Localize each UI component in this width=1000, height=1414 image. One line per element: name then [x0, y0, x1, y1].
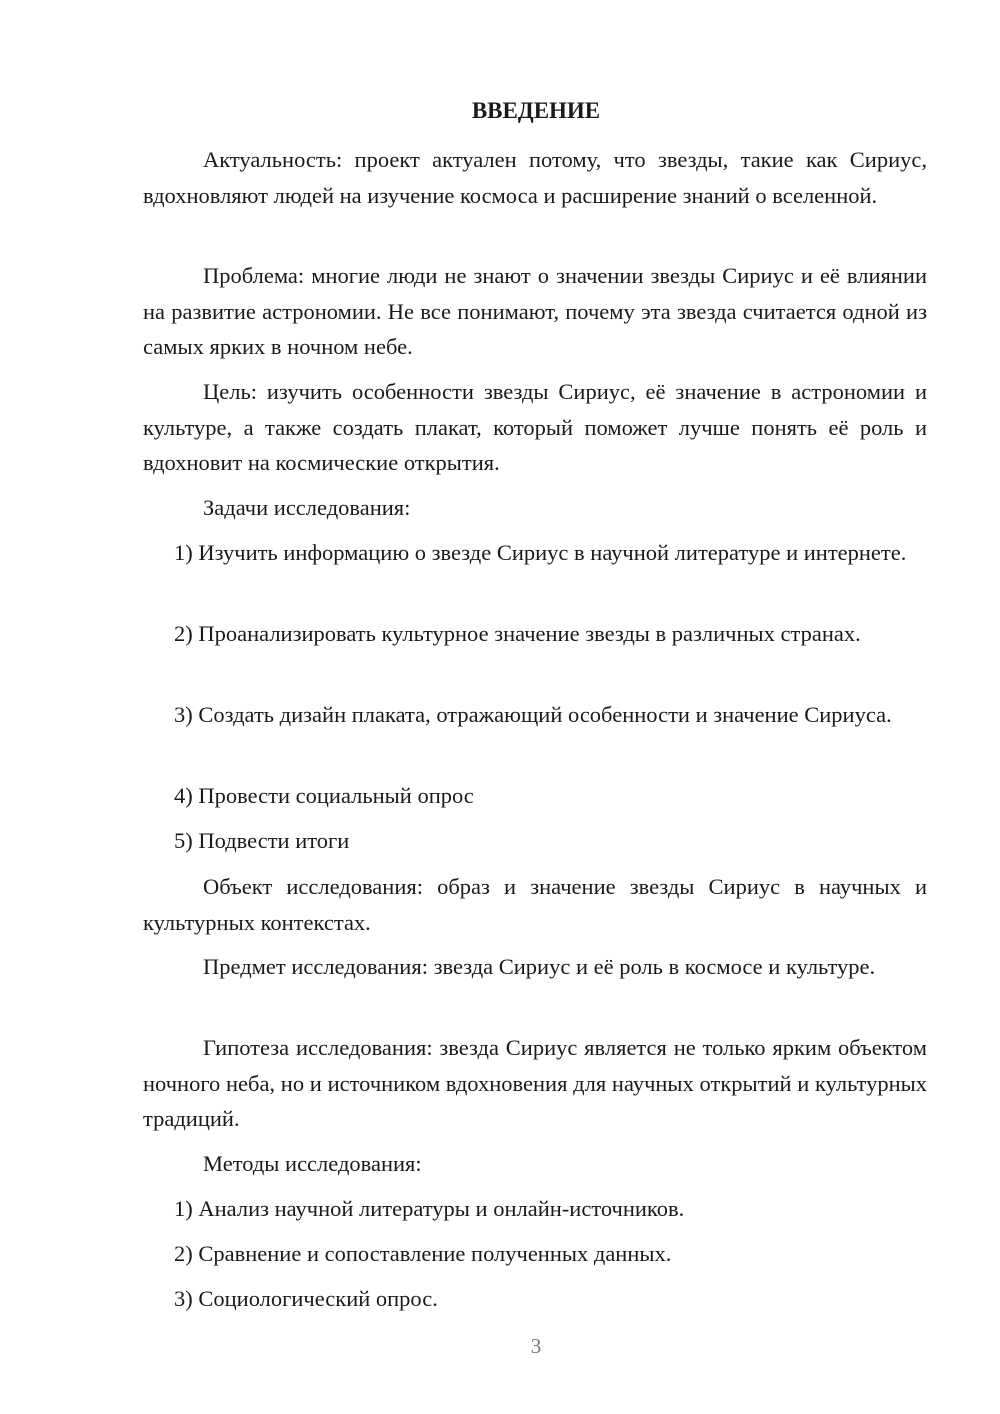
task-item: 1) Изучить информацию о звезде Сириус в научной литературе и интернете.	[174, 540, 907, 565]
hypothesis-paragraph: Гипотеза исследования: звезда Сириус является не только ярким объектом ночного неба, но и источником вдохновения для научных открытий и культурных традиций.	[143, 1035, 927, 1131]
goal-paragraph: Цель: изучить особенности звезды Сириус, её значение в астрономии и культуре, а также создать плакат, который поможет лучше понять её роль и вдохновит на космические открытия.	[143, 379, 927, 475]
method-item: 2) Сравнение и сопоставление полученных данных.	[174, 1241, 672, 1266]
task-item: 3) Создать дизайн плаката, отражающий особенности и значение Сириуса.	[174, 702, 892, 727]
task-item: 5) Подвести итоги	[174, 828, 350, 853]
page-title: ВВЕДЕНИЕ	[471, 98, 601, 123]
task-item: 2) Проанализировать культурное значение звезды в различных странах.	[174, 621, 861, 646]
problem-paragraph: Проблема: многие люди не знают о значении звезды Сириус и её влиянии на развитие астрономии. Не все понимают, почему эта звезда считается одной из самых ярких в ночном небе.	[143, 263, 927, 359]
object-paragraph: Объект исследования: образ и значение звезды Сириус в научных и культурных контекстах.	[143, 874, 927, 935]
tasks-heading: Задачи исследования:	[203, 495, 411, 520]
page-number: 3	[530, 1334, 542, 1358]
method-item: 1) Анализ научной литературы и онлайн-источников.	[174, 1196, 685, 1221]
relevance-paragraph: Актуальность: проект актуален потому, что звезды, такие как Сириус, вдохновляют людей на изучение космоса и расширение знаний о вселенной.	[143, 147, 927, 208]
subject-paragraph: Предмет исследования: звезда Сириус и её роль в космосе и культуре.	[203, 954, 876, 979]
task-item: 4) Провести социальный опрос	[174, 783, 474, 808]
methods-heading: Методы исследования:	[203, 1151, 422, 1176]
method-item: 3) Социологический опрос.	[174, 1286, 438, 1311]
